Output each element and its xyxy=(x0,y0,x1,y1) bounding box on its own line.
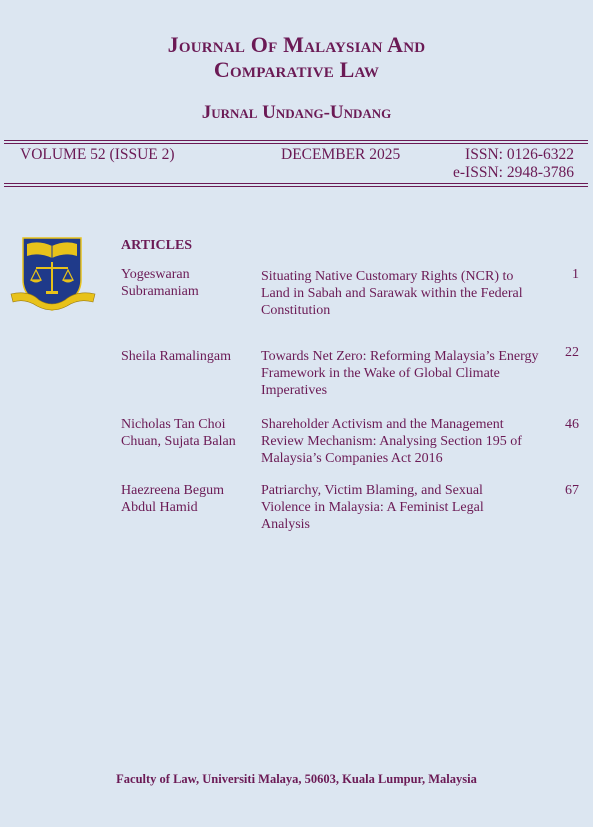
journal-title xyxy=(0,32,593,82)
title-line: Shareholder Activism and the Management xyxy=(261,417,504,432)
publisher-footer: Faculty of Law, Universiti Malaya, 50603, Kuala Lumpur, Malaysia xyxy=(116,772,477,786)
article-author xyxy=(121,266,251,300)
article-title xyxy=(261,482,551,533)
journal-subtitle: Jurnal Undang-Undang xyxy=(201,102,392,123)
bottom-rule-1 xyxy=(4,183,588,184)
journal-title-line2: Comparative Law xyxy=(213,57,380,82)
title-line: Violence in Malaysia: A Feminist Legal xyxy=(261,500,484,515)
title-line: Malaysia’s Companies Act 2016 xyxy=(261,451,443,466)
title-line: Analysis xyxy=(261,517,310,532)
university-crest-icon xyxy=(9,234,97,316)
issn-block xyxy=(453,146,574,182)
issn: ISSN: 0126-6322 xyxy=(465,146,574,163)
author-line: Subramaniam xyxy=(121,284,199,299)
title-line: Constitution xyxy=(261,303,331,318)
article-page: 22 xyxy=(565,345,579,360)
author-line: Nicholas Tan Choi xyxy=(121,417,226,432)
title-line: Review Mechanism: Analysing Section 195 of xyxy=(261,434,522,449)
bottom-rule-2 xyxy=(4,186,588,187)
title-line: Land in Sabah and Sarawak within the Federal xyxy=(261,286,523,301)
author-line: Sheila Ramalingam xyxy=(121,349,232,364)
issue-date: DECEMBER 2025 xyxy=(281,146,401,163)
article-title xyxy=(261,268,551,319)
title-line: Imperatives xyxy=(261,383,328,398)
article-author xyxy=(121,482,251,516)
author-line: Abdul Hamid xyxy=(121,500,198,515)
article-page: 67 xyxy=(565,483,579,498)
article-page: 1 xyxy=(572,267,579,282)
top-rule-2 xyxy=(4,143,588,144)
article-title xyxy=(261,416,551,467)
article-author xyxy=(121,416,251,450)
author-line: Haezreena Begum xyxy=(121,483,224,498)
eissn: e-ISSN: 2948-3786 xyxy=(453,164,574,181)
author-line: Yogeswaran xyxy=(121,267,190,282)
top-rule-1 xyxy=(4,140,588,141)
author-line: Chuan, Sujata Balan xyxy=(121,434,236,449)
article-title xyxy=(261,348,551,399)
title-line: Framework in the Wake of Global Climate xyxy=(261,366,500,381)
article-page: 46 xyxy=(565,417,579,432)
articles-heading: ARTICLES xyxy=(121,238,193,253)
journal-title-line1: Journal Of Malaysian And xyxy=(167,32,426,57)
title-line: Towards Net Zero: Reforming Malaysia’s Energy xyxy=(261,349,539,364)
article-author xyxy=(121,348,251,365)
title-line: Situating Native Customary Rights (NCR) to xyxy=(261,269,514,284)
volume-label: VOLUME 52 (ISSUE 2) xyxy=(20,146,175,163)
title-line: Patriarchy, Victim Blaming, and Sexual xyxy=(261,483,483,498)
